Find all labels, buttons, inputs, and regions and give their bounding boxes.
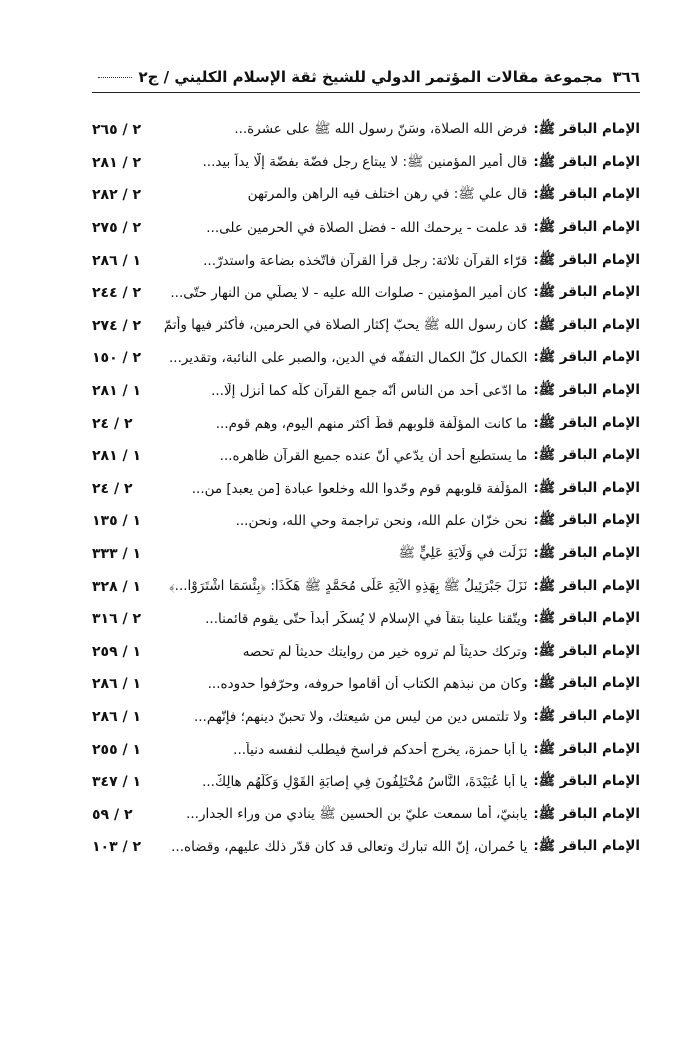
entry-speaker: الإمام الباقر ﷺ: — [533, 219, 640, 236]
entry-text: قرّاء القرآن ثلاثة: رجل قرأ القرآن فاتّخذه بضاعة واستدرّ... — [203, 252, 528, 269]
entry-reference: ١ / ٢٨٦ — [92, 676, 142, 693]
entry-speaker: الإمام الباقر ﷺ: — [533, 610, 640, 627]
entry-speaker: الإمام الباقر ﷺ: — [533, 773, 640, 790]
entry-reference: ١ / ٣٢٨ — [92, 578, 142, 595]
index-entry — [92, 407, 640, 440]
entry-speaker: الإمام الباقر ﷺ: — [533, 675, 640, 692]
entry-speaker: الإمام الباقر ﷺ: — [533, 414, 640, 431]
entry-text: ولا تلتمس دين من ليس من شيعتك، ولا تحبنّ دينهم؛ فإنّهم... — [193, 708, 528, 725]
entry-speaker: الإمام الباقر ﷺ: — [533, 284, 640, 301]
entry-text: فرض الله الصلاة، وسَنّ رسول الله ﷺ على عشرة... — [234, 121, 528, 138]
entry-reference: ٢ / ٢٤ — [92, 415, 133, 432]
index-entry — [92, 375, 640, 408]
entry-reference: ٢ / ٢٨١ — [92, 154, 142, 171]
page-number: ٣٦٦ — [612, 68, 640, 86]
entry-reference: ١ / ٢٨٦ — [92, 708, 142, 725]
index-entry — [92, 114, 640, 147]
entry-speaker: الإمام الباقر ﷺ: — [533, 382, 640, 399]
entry-speaker: الإمام الباقر ﷺ: — [533, 740, 640, 757]
entry-reference: ٢ / ٢٦٥ — [92, 122, 142, 139]
entry-reference: ٢ / ٥٩ — [92, 806, 133, 823]
entry-text: المؤلّفة قلوبهم قوم وحّدوا الله وخلعوا عبادة [من يعبد] من... — [191, 480, 528, 497]
index-entry — [92, 505, 640, 538]
entry-reference: ١ / ٢٥٩ — [92, 643, 142, 660]
entry-text: ويتّقنا علينا بتقاً في الإسلام لا يُسكَّر أبداً حتّى يقوم قائمنا... — [205, 611, 528, 628]
entry-reference: ١ / ٢٨٦ — [92, 252, 142, 269]
entry-text: قد علمت - يرحمك الله - فضل الصلاة في الحرمين على... — [206, 220, 528, 237]
entry-reference: ١ / ٢٥٥ — [92, 741, 142, 758]
entry-reference: ١ / ٣٣٣ — [92, 546, 142, 563]
entry-speaker: الإمام الباقر ﷺ: — [533, 707, 640, 724]
index-list — [92, 114, 640, 864]
entry-reference: ٢ / ٢٧٤ — [92, 317, 142, 334]
entry-reference: ٢ / ٢٨٢ — [92, 187, 142, 204]
entry-text: ما كانت المؤلّفة قلوبهم قطّ أكثر منهم اليوم، وهم قوم... — [215, 415, 528, 432]
header-leader-dots — [98, 77, 132, 78]
entry-text: كان رسول الله ﷺ يحبّ إكثار الصلاة في الحرمين، فأكثر فيها وأتمّ — [163, 316, 528, 333]
index-entry — [92, 147, 640, 180]
entry-text: ما ادّعى أحد من الناس أنّه جمع القرآن كلّه كما أُنزل إلّا... — [211, 383, 528, 400]
entry-speaker: الإمام الباقر ﷺ: — [533, 838, 640, 855]
entry-text: نَزَلَت في وَلَايَةِ عَلِيٍّ ﷺ — [398, 545, 528, 562]
entry-text: الكمال كلّ الكمال التفقّه في الدين، والصبر على النائبة، وتقدير... — [168, 350, 528, 367]
entry-speaker: الإمام الباقر ﷺ: — [533, 349, 640, 366]
entry-text: قال علي ﷺ: في رهن اختلف فيه الراهن والمرتهن — [247, 186, 528, 203]
entry-speaker: الإمام الباقر ﷺ: — [533, 447, 640, 464]
entry-reference: ١ / ٢٨١ — [92, 448, 142, 465]
entry-text: يا حُمران، إنّ الله تبارك وتعالى قد كان قدّر ذلك عليهم، وقضاه... — [171, 839, 528, 856]
entry-reference: ١ / ٣٤٧ — [92, 774, 142, 791]
page-header — [92, 62, 640, 93]
index-entry — [92, 798, 640, 831]
index-entry — [92, 244, 640, 277]
index-entry — [92, 473, 640, 506]
entry-reference: ٢ / ٣١٦ — [92, 611, 142, 628]
index-entry — [92, 636, 640, 669]
entry-reference: ١ / ٢٨١ — [92, 383, 142, 400]
entry-reference: ١ / ١٣٥ — [92, 513, 142, 530]
entry-reference: ٢ / ٢٤٤ — [92, 285, 142, 302]
entry-speaker: الإمام الباقر ﷺ: — [533, 545, 640, 562]
entry-text: يابنيّ، أما سمعت عليّ بن الحسين ﷺ ينادي من وراء الجدار... — [186, 805, 528, 822]
index-entry — [92, 668, 640, 701]
entry-text: نحن خزّان علم الله، ونحن تراجمة وحي الله، ونحن... — [235, 513, 528, 530]
entry-text: وتركك حديثاً لم تروه خير من روايتك حديثاً لم تحصه — [242, 643, 528, 660]
entry-speaker: الإمام الباقر ﷺ: — [533, 186, 640, 203]
index-entry — [92, 766, 640, 799]
index-entry — [92, 179, 640, 212]
index-entry — [92, 342, 640, 375]
entry-text: وكان من نبذهم الكتاب أن أقاموا حروفه، وحرّفوا حدوده... — [207, 676, 528, 693]
entry-speaker: الإمام الباقر ﷺ: — [533, 153, 640, 170]
index-entry — [92, 570, 640, 603]
index-entry — [92, 603, 640, 636]
entry-speaker: الإمام الباقر ﷺ: — [533, 577, 640, 594]
index-entry — [92, 212, 640, 245]
entry-speaker: الإمام الباقر ﷺ: — [533, 805, 640, 822]
entry-speaker: الإمام الباقر ﷺ: — [533, 251, 640, 268]
index-entry — [92, 733, 640, 766]
entry-speaker: الإمام الباقر ﷺ: — [533, 316, 640, 333]
index-entry — [92, 538, 640, 571]
index-entry — [92, 277, 640, 310]
index-entry — [92, 310, 640, 343]
index-entry — [92, 440, 640, 473]
index-entry — [92, 831, 640, 864]
entry-text: كان أمير المؤمنين - صلوات الله عليه - لا يصلّي من النهار حتّى... — [170, 285, 528, 302]
entry-reference: ٢ / ١٠٣ — [92, 839, 142, 856]
entry-text: يا أبا حمزة، يخرج أحدكم فراسخ فيطلب لنفسه دنياً... — [233, 741, 528, 758]
entry-reference: ٢ / ١٥٠ — [92, 350, 142, 367]
entry-speaker: الإمام الباقر ﷺ: — [533, 479, 640, 496]
entry-text: نَزَلَ جَبْرَئِيلُ ﷺ بِهَذِهِ الآيَةِ عَلَى مُحَمَّدٍ ﷺ هَكَذَا: ﴿بِئْسَمَا اشْتَرَوْا...﴾ — [169, 577, 528, 594]
entry-reference: ٢ / ٢٧٥ — [92, 220, 142, 237]
entry-speaker: الإمام الباقر ﷺ: — [533, 642, 640, 659]
entry-text: يا أَبا عُبَيْدَةَ، النَّاسُ مُخْتَلِفُونَ فِي إِصابَةِ القَوْلِ وَكُلُّهُم هالِكٌ... — [202, 774, 528, 791]
entry-text: قال أمير المؤمنين ﷺ: لا يبتاع رجل فضّة بفضّة إلّا يداً بيد... — [202, 153, 528, 170]
index-entry — [92, 701, 640, 734]
page-title: مجموعة مقالات المؤتمر الدولي للشيخ ثقة الإسلام الكليني / ج٢ — [138, 68, 603, 86]
entry-text: ما يستطيع أحد أن يدّعي أنّ عنده جميع القرآن ظاهره... — [219, 448, 528, 465]
entry-speaker: الإمام الباقر ﷺ: — [533, 512, 640, 529]
entry-speaker: الإمام الباقر ﷺ: — [533, 121, 640, 138]
entry-reference: ٢ / ٢٤ — [92, 480, 133, 497]
